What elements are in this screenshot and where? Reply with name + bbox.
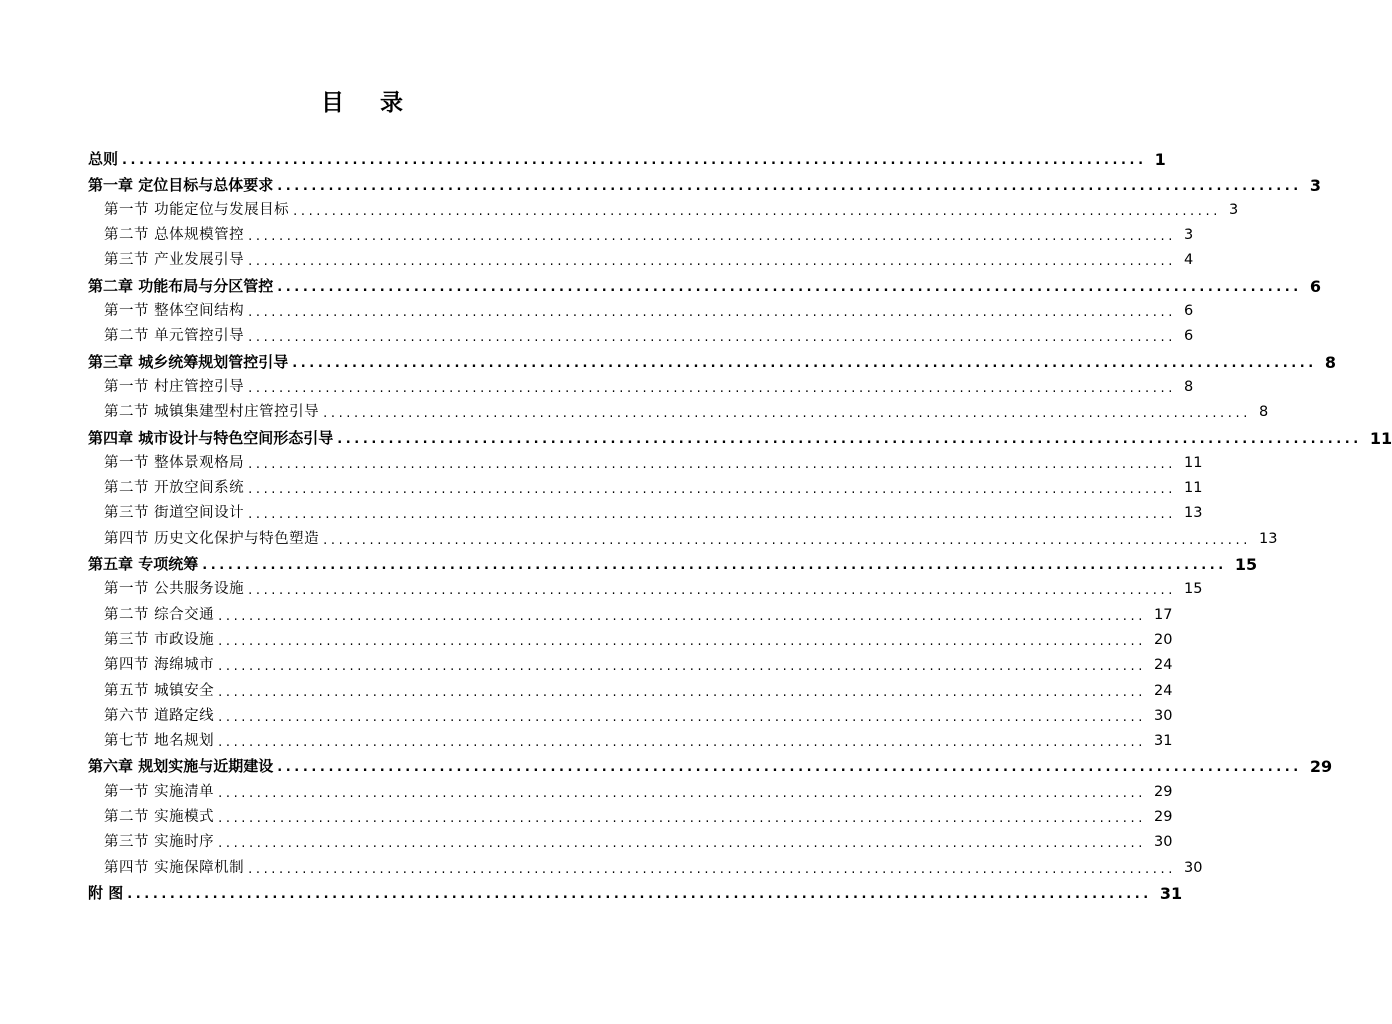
toc-page-number: 29 <box>1154 783 1173 800</box>
toc-section-entry[interactable] <box>88 501 1203 526</box>
toc-chapter-entry[interactable] <box>88 552 1258 577</box>
table-of-contents <box>88 147 1392 906</box>
toc-section-entry[interactable] <box>88 805 1173 830</box>
toc-section-entry[interactable] <box>88 628 1173 653</box>
toc-section-entry[interactable] <box>88 779 1173 804</box>
toc-entry-label: 第三章 城乡统筹规划管控引导 <box>88 352 289 371</box>
toc-section-entry[interactable] <box>88 451 1203 476</box>
toc-entry-label: 第一章 定位目标与总体要求 <box>88 175 274 194</box>
toc-entry-label: 第二节 城镇集建型村庄管控引导 <box>104 404 320 421</box>
toc-entry-label: 第五章 专项统筹 <box>88 555 199 574</box>
toc-section-entry[interactable] <box>88 375 1194 400</box>
toc-section-entry[interactable] <box>88 198 1239 223</box>
toc-section-entry[interactable] <box>88 476 1203 501</box>
toc-chapter-entry[interactable] <box>88 881 1183 906</box>
toc-page-number: 8 <box>1259 404 1269 421</box>
toc-entry-label: 第六节 道路定线 <box>104 707 215 724</box>
toc-dot-leader: ........................................................................................................................ <box>248 507 1176 523</box>
toc-page-number: 13 <box>1184 505 1203 522</box>
toc-dot-leader: ........................................................................................................................ <box>218 684 1146 700</box>
toc-entry-label: 第二节 开放空间系统 <box>104 480 245 497</box>
toc-dot-leader: ........................................................................................................................ <box>248 330 1176 346</box>
toc-page-number: 30 <box>1154 834 1173 851</box>
toc-entry-label: 第一节 整体景观格局 <box>104 454 245 471</box>
toc-section-entry[interactable] <box>88 653 1173 678</box>
toc-entry-label: 第四节 实施保障机制 <box>104 859 245 876</box>
toc-dot-leader: ........................................................................................................................ <box>248 254 1176 270</box>
toc-section-entry[interactable] <box>88 526 1278 551</box>
toc-entry-label: 第四节 历史文化保护与特色塑造 <box>104 530 320 547</box>
toc-dot-leader: ........................................................................................................................ <box>248 456 1176 472</box>
toc-dot-leader: ........................................................................................................................ <box>293 203 1221 219</box>
toc-dot-leader: ........................................................................................................................ <box>202 558 1227 574</box>
toc-entry-label: 第四节 海绵城市 <box>104 657 215 674</box>
toc-dot-leader: ........................................................................................................................ <box>277 178 1302 194</box>
toc-page-number: 3 <box>1229 201 1239 218</box>
toc-section-entry[interactable] <box>88 729 1173 754</box>
toc-section-entry[interactable] <box>88 704 1173 729</box>
toc-dot-leader: ........................................................................................................................ <box>337 431 1362 447</box>
toc-page-number: 6 <box>1184 328 1194 345</box>
toc-page-number: 8 <box>1184 378 1194 395</box>
toc-dot-leader: ........................................................................................................................ <box>292 355 1317 371</box>
toc-page-number: 31 <box>1159 883 1183 903</box>
toc-entry-label: 第三节 实施时序 <box>104 834 215 851</box>
toc-page-number: 31 <box>1154 733 1173 750</box>
toc-section-entry[interactable] <box>88 830 1173 855</box>
toc-section-entry[interactable] <box>88 678 1173 703</box>
toc-dot-leader: ........................................................................................................................ <box>323 532 1251 548</box>
toc-dot-leader: ........................................................................................................................ <box>218 633 1146 649</box>
toc-entry-label: 第二章 功能布局与分区管控 <box>88 276 274 295</box>
toc-dot-leader: ........................................................................................................................ <box>218 836 1146 852</box>
toc-page-number: 3 <box>1309 175 1321 195</box>
toc-dot-leader: ........................................................................................................................ <box>218 735 1146 751</box>
toc-dot-leader: ........................................................................................................................ <box>218 659 1146 675</box>
toc-page-number: 11 <box>1369 428 1392 448</box>
toc-page-number: 4 <box>1184 252 1194 269</box>
toc-page-number: 20 <box>1154 631 1173 648</box>
toc-dot-leader: ........................................................................................................................ <box>122 153 1147 169</box>
toc-page-number: 8 <box>1324 352 1336 372</box>
toc-page-number: 29 <box>1309 757 1333 777</box>
toc-entry-label: 附 图 <box>88 883 124 902</box>
toc-section-entry[interactable] <box>88 577 1203 602</box>
toc-dot-leader: ........................................................................................................................ <box>277 279 1302 295</box>
toc-page-number: 30 <box>1154 707 1173 724</box>
toc-entry-label: 第二节 单元管控引导 <box>104 328 245 345</box>
toc-section-entry[interactable] <box>88 223 1194 248</box>
toc-entry-label: 第三节 产业发展引导 <box>104 252 245 269</box>
toc-chapter-entry[interactable] <box>88 273 1321 298</box>
toc-entry-label: 第一节 村庄管控引导 <box>104 378 245 395</box>
toc-dot-leader: ........................................................................................................................ <box>248 583 1176 599</box>
toc-page-number: 6 <box>1309 276 1321 296</box>
toc-section-entry[interactable] <box>88 602 1173 627</box>
toc-dot-leader: ........................................................................................................................ <box>248 229 1176 245</box>
toc-section-entry[interactable] <box>88 324 1194 349</box>
toc-dot-leader: ........................................................................................................................ <box>218 608 1146 624</box>
toc-page-number: 6 <box>1184 303 1194 320</box>
toc-chapter-entry[interactable] <box>88 147 1166 172</box>
toc-entry-label: 第三节 街道空间设计 <box>104 505 245 522</box>
toc-dot-leader: ........................................................................................................................ <box>323 406 1251 422</box>
toc-entry-label: 第二节 总体规模管控 <box>104 227 245 244</box>
toc-chapter-entry[interactable] <box>88 754 1333 779</box>
toc-title: 目 录 <box>320 90 417 116</box>
toc-page-number: 24 <box>1154 657 1173 674</box>
toc-entry-label: 第二节 实施模式 <box>104 809 215 826</box>
toc-chapter-entry[interactable] <box>88 425 1392 450</box>
toc-entry-label: 第六章 规划实施与近期建设 <box>88 757 274 776</box>
toc-chapter-entry[interactable] <box>88 349 1336 374</box>
toc-entry-label: 第一节 实施清单 <box>104 783 215 800</box>
toc-dot-leader: ........................................................................................................................ <box>248 861 1176 877</box>
toc-section-entry[interactable] <box>88 248 1194 273</box>
toc-dot-leader: ........................................................................................................................ <box>248 380 1176 396</box>
toc-page-number: 13 <box>1259 530 1278 547</box>
toc-section-entry[interactable] <box>88 400 1269 425</box>
toc-page-number: 30 <box>1184 859 1203 876</box>
toc-entry-label: 总则 <box>88 150 119 169</box>
toc-entry-label: 第七节 地名规划 <box>104 733 215 750</box>
toc-entry-label: 第三节 市政设施 <box>104 631 215 648</box>
toc-page-number: 11 <box>1184 454 1203 471</box>
toc-page-number: 29 <box>1154 809 1173 826</box>
toc-chapter-entry[interactable] <box>88 172 1321 197</box>
toc-section-entry[interactable] <box>88 299 1194 324</box>
toc-entry-label: 第一节 公共服务设施 <box>104 581 245 598</box>
toc-section-entry[interactable] <box>88 855 1203 880</box>
toc-dot-leader: ........................................................................................................................ <box>218 811 1146 827</box>
toc-dot-leader: ........................................................................................................................ <box>127 886 1152 902</box>
toc-dot-leader: ........................................................................................................................ <box>218 709 1146 725</box>
toc-entry-label: 第一节 整体空间结构 <box>104 303 245 320</box>
toc-entry-label: 第四章 城市设计与特色空间形态引导 <box>88 428 334 447</box>
toc-dot-leader: ........................................................................................................................ <box>218 785 1146 801</box>
toc-dot-leader: ........................................................................................................................ <box>277 760 1302 776</box>
toc-page-number: 17 <box>1154 606 1173 623</box>
toc-page-number: 3 <box>1184 227 1194 244</box>
toc-page-number: 24 <box>1154 682 1173 699</box>
toc-entry-label: 第一节 功能定位与发展目标 <box>104 201 290 218</box>
toc-page-number: 15 <box>1184 581 1203 598</box>
toc-entry-label: 第二节 综合交通 <box>104 606 215 623</box>
toc-dot-leader: ........................................................................................................................ <box>248 482 1176 498</box>
toc-dot-leader: ........................................................................................................................ <box>248 305 1176 321</box>
toc-entry-label: 第五节 城镇安全 <box>104 682 215 699</box>
toc-page-number: 1 <box>1154 150 1166 170</box>
toc-page-number: 15 <box>1234 555 1258 575</box>
toc-page-number: 11 <box>1184 480 1203 497</box>
